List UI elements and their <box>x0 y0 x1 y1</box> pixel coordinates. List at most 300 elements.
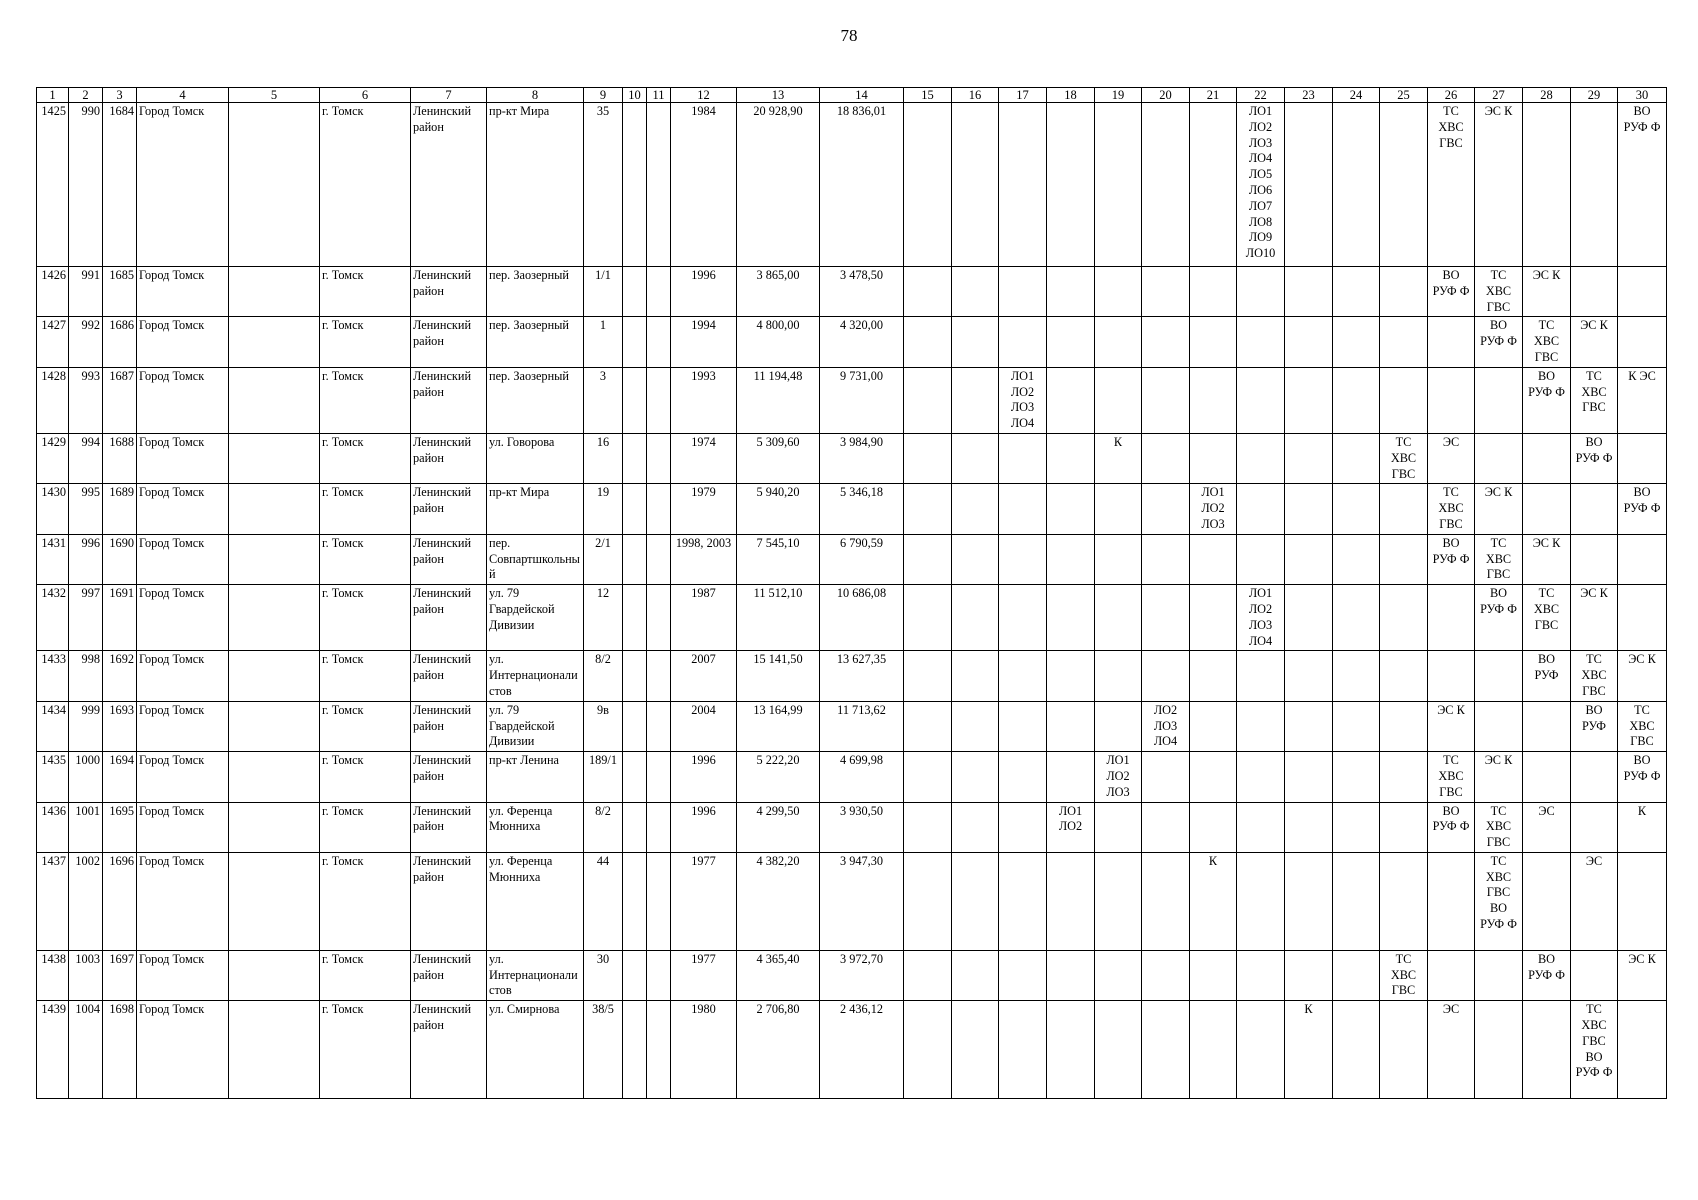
table-cell <box>1333 651 1380 701</box>
table-cell <box>1523 701 1571 751</box>
table-cell <box>647 585 671 651</box>
table-cell <box>1428 651 1475 701</box>
table-cell <box>229 651 320 701</box>
table-cell: 999 <box>69 701 103 751</box>
table-cell: 1984 <box>671 103 737 267</box>
table-cell: Город Томск <box>137 433 229 483</box>
table-cell <box>1095 484 1142 534</box>
table-cell: г. Томск <box>320 1001 411 1099</box>
table-cell: ВО РУФ Ф <box>1618 103 1667 267</box>
table-cell <box>1237 752 1285 802</box>
table-row <box>37 701 1667 751</box>
table-cell: 9 731,00 <box>820 367 904 433</box>
table-cell <box>1237 317 1285 367</box>
table-cell <box>1571 534 1618 584</box>
table-cell <box>999 433 1047 483</box>
table-cell: 1980 <box>671 1001 737 1099</box>
table-cell <box>999 484 1047 534</box>
table-cell: Город Томск <box>137 267 229 317</box>
header-cell: 9 <box>584 88 623 103</box>
table-cell: 1688 <box>103 433 137 483</box>
table-cell <box>1190 950 1237 1000</box>
table-cell: 4 699,98 <box>820 752 904 802</box>
header-cell: 17 <box>999 88 1047 103</box>
table-cell: 1428 <box>37 367 69 433</box>
table-cell <box>1618 534 1667 584</box>
table-cell: 1687 <box>103 367 137 433</box>
table-cell <box>1618 1001 1667 1099</box>
table-cell <box>647 651 671 701</box>
header-cell: 1 <box>37 88 69 103</box>
table-cell: 1996 <box>671 267 737 317</box>
table-cell <box>647 433 671 483</box>
table-cell <box>1475 367 1523 433</box>
table-cell <box>952 1001 999 1099</box>
table-cell <box>1333 1001 1380 1099</box>
table-cell: 998 <box>69 651 103 701</box>
table-cell <box>229 367 320 433</box>
table-cell <box>904 484 952 534</box>
table-cell: 7 545,10 <box>737 534 820 584</box>
header-cell: 7 <box>411 88 487 103</box>
table-cell <box>1095 534 1142 584</box>
table-cell: 13 164,99 <box>737 701 820 751</box>
table-cell <box>1380 701 1428 751</box>
header-cell: 21 <box>1190 88 1237 103</box>
table-cell: 1689 <box>103 484 137 534</box>
table-cell <box>1333 433 1380 483</box>
table-cell <box>1571 752 1618 802</box>
table-cell: К ЭС <box>1618 367 1667 433</box>
table-cell <box>1333 534 1380 584</box>
table-cell <box>1380 267 1428 317</box>
table-cell <box>1285 585 1333 651</box>
table-cell: 1001 <box>69 802 103 852</box>
table-cell <box>1475 701 1523 751</box>
table-cell: Ленинский район <box>411 802 487 852</box>
table-cell <box>1237 651 1285 701</box>
table-cell: Город Томск <box>137 534 229 584</box>
table-cell <box>1142 651 1190 701</box>
table-cell <box>229 585 320 651</box>
page-number: 78 <box>840 26 858 45</box>
table-cell <box>1523 1001 1571 1099</box>
table-cell <box>1333 802 1380 852</box>
table-cell: ЛО1 ЛО2 ЛО3 <box>1095 752 1142 802</box>
table-cell: ЛО1 ЛО2 ЛО3 ЛО4 ЛО5 ЛО6 ЛО7 ЛО8 ЛО9 ЛО10 <box>1237 103 1285 267</box>
table-cell <box>999 585 1047 651</box>
table-cell: К <box>1285 1001 1333 1099</box>
table-cell <box>1047 1001 1095 1099</box>
table-cell: Город Томск <box>137 802 229 852</box>
table-cell: 8/2 <box>584 651 623 701</box>
table-cell <box>1333 585 1380 651</box>
table-cell: 1977 <box>671 950 737 1000</box>
table-cell <box>1190 651 1237 701</box>
table-cell <box>623 1001 647 1099</box>
header-cell: 18 <box>1047 88 1095 103</box>
table-cell: 1698 <box>103 1001 137 1099</box>
table-cell <box>1380 534 1428 584</box>
table-cell: 994 <box>69 433 103 483</box>
table-cell: Город Томск <box>137 701 229 751</box>
header-cell: 23 <box>1285 88 1333 103</box>
table-cell <box>229 103 320 267</box>
table-cell: г. Томск <box>320 433 411 483</box>
table-cell: 4 365,40 <box>737 950 820 1000</box>
table-cell <box>1523 752 1571 802</box>
table-cell <box>623 950 647 1000</box>
table-cell: ЭС К <box>1618 950 1667 1000</box>
table-cell <box>1237 852 1285 950</box>
table-cell <box>1475 950 1523 1000</box>
table-cell: г. Томск <box>320 852 411 950</box>
table-cell: Город Томск <box>137 317 229 367</box>
table-cell <box>1047 267 1095 317</box>
table-cell: 16 <box>584 433 623 483</box>
table-cell: 1/1 <box>584 267 623 317</box>
table-cell: 3 930,50 <box>820 802 904 852</box>
table-cell <box>1095 585 1142 651</box>
table-cell: 1998, 2003 <box>671 534 737 584</box>
table-cell: ТС ХВС ГВС <box>1428 103 1475 267</box>
table-cell: 4 382,20 <box>737 852 820 950</box>
header-cell: 8 <box>487 88 584 103</box>
table-cell <box>623 701 647 751</box>
table-cell <box>229 317 320 367</box>
table-cell: ТС ХВС ГВС <box>1380 950 1428 1000</box>
table-body <box>37 103 1667 1099</box>
table-cell: Город Томск <box>137 367 229 433</box>
header-cell: 3 <box>103 88 137 103</box>
table-cell <box>1523 433 1571 483</box>
table-cell <box>229 267 320 317</box>
table-cell <box>647 852 671 950</box>
table-cell <box>647 950 671 1000</box>
header-cell: 19 <box>1095 88 1142 103</box>
header-cell: 5 <box>229 88 320 103</box>
table-cell <box>1333 852 1380 950</box>
table-row <box>37 484 1667 534</box>
table-cell: 1431 <box>37 534 69 584</box>
table-cell <box>904 585 952 651</box>
table-cell: ВО РУФ Ф <box>1475 585 1523 651</box>
table-cell <box>1047 852 1095 950</box>
table-cell <box>1190 433 1237 483</box>
table-cell: 1432 <box>37 585 69 651</box>
table-cell: 1696 <box>103 852 137 950</box>
table-cell <box>1571 267 1618 317</box>
table-cell: г. Томск <box>320 484 411 534</box>
table-cell <box>952 317 999 367</box>
table-cell <box>1047 752 1095 802</box>
table-cell: ЭС <box>1428 1001 1475 1099</box>
table-cell: ЭС К <box>1523 534 1571 584</box>
table-cell <box>1618 267 1667 317</box>
table-cell: 4 320,00 <box>820 317 904 367</box>
column-number-header <box>37 88 1667 103</box>
table-row <box>37 103 1667 267</box>
table-cell: 3 478,50 <box>820 267 904 317</box>
table-cell <box>1190 752 1237 802</box>
table-cell: 19 <box>584 484 623 534</box>
table-cell: 1979 <box>671 484 737 534</box>
table-cell: ТС ХВС ГВС <box>1571 651 1618 701</box>
table-cell: ЭС К <box>1475 484 1523 534</box>
table-cell <box>1237 433 1285 483</box>
table-cell: К <box>1618 802 1667 852</box>
table-cell <box>623 103 647 267</box>
table-cell: ул. Ференца Мюнниха <box>487 802 584 852</box>
table-cell <box>952 267 999 317</box>
table-cell <box>1095 317 1142 367</box>
table-cell: ВО РУФ <box>1523 651 1571 701</box>
table-cell: ТС ХВС ГВС <box>1523 317 1571 367</box>
table-cell <box>1047 534 1095 584</box>
table-cell <box>647 367 671 433</box>
table-cell <box>1095 852 1142 950</box>
table-cell <box>1047 651 1095 701</box>
table-cell <box>999 950 1047 1000</box>
table-cell <box>1237 1001 1285 1099</box>
table-cell <box>647 1001 671 1099</box>
table-cell <box>1380 802 1428 852</box>
table-cell <box>1142 1001 1190 1099</box>
table-cell <box>904 701 952 751</box>
table-cell <box>1190 802 1237 852</box>
table-cell <box>999 534 1047 584</box>
table-cell <box>1095 267 1142 317</box>
table-cell: ТС ХВС ГВС <box>1428 752 1475 802</box>
table-cell <box>904 433 952 483</box>
table-cell: ЭС К <box>1428 701 1475 751</box>
table-cell: ТС ХВС ГВС ВО РУФ Ф <box>1571 1001 1618 1099</box>
table-cell <box>1142 484 1190 534</box>
table-cell: ул. Интернационалистов <box>487 651 584 701</box>
table-cell: г. Томск <box>320 585 411 651</box>
table-cell: 11 194,48 <box>737 367 820 433</box>
table-cell: 1993 <box>671 367 737 433</box>
table-cell: 5 309,60 <box>737 433 820 483</box>
table-cell: 1694 <box>103 752 137 802</box>
table-cell <box>1333 484 1380 534</box>
table-cell <box>1190 267 1237 317</box>
table-cell <box>1095 367 1142 433</box>
table-cell: Город Томск <box>137 852 229 950</box>
table-cell <box>904 317 952 367</box>
header-cell: 29 <box>1571 88 1618 103</box>
table-cell: ВО РУФ Ф <box>1618 484 1667 534</box>
table-cell <box>1095 651 1142 701</box>
table-cell <box>904 267 952 317</box>
table-cell <box>1380 103 1428 267</box>
table-cell: пр-кт Мира <box>487 484 584 534</box>
table-cell <box>1047 484 1095 534</box>
table-cell: 3 984,90 <box>820 433 904 483</box>
table-cell <box>1380 484 1428 534</box>
table-cell: ул. 79 Гвардейской Дивизии <box>487 585 584 651</box>
table-cell: ВО РУФ Ф <box>1428 267 1475 317</box>
table-cell <box>647 484 671 534</box>
table-cell <box>1190 585 1237 651</box>
table-cell: ЭС К <box>1571 317 1618 367</box>
table-cell: 4 800,00 <box>737 317 820 367</box>
table-cell: ЭС <box>1523 802 1571 852</box>
table-cell <box>904 852 952 950</box>
table-cell <box>1237 267 1285 317</box>
table-cell: К <box>1095 433 1142 483</box>
table-cell <box>904 950 952 1000</box>
table-cell: ул. Ференца Мюнниха <box>487 852 584 950</box>
table-cell: ул. Смирнова <box>487 1001 584 1099</box>
table-cell: ВО РУФ Ф <box>1618 752 1667 802</box>
table-cell <box>1237 534 1285 584</box>
table-cell: 1 <box>584 317 623 367</box>
table-cell: ТС ХВС ГВС <box>1475 802 1523 852</box>
table-cell: Ленинский район <box>411 317 487 367</box>
table-cell: Город Томск <box>137 651 229 701</box>
table-cell: 1002 <box>69 852 103 950</box>
table-cell <box>1475 433 1523 483</box>
table-cell <box>999 1001 1047 1099</box>
table-cell: 8/2 <box>584 802 623 852</box>
table-cell: пер. Совпартшкольный <box>487 534 584 584</box>
table-cell <box>1285 367 1333 433</box>
header-cell: 12 <box>671 88 737 103</box>
table-cell: 993 <box>69 367 103 433</box>
table-cell: ВО РУФ <box>1571 701 1618 751</box>
table-cell <box>1142 802 1190 852</box>
table-cell <box>623 367 647 433</box>
table-cell: ВО РУФ Ф <box>1428 802 1475 852</box>
table-cell: 1994 <box>671 317 737 367</box>
table-cell: 995 <box>69 484 103 534</box>
table-cell <box>1142 317 1190 367</box>
table-cell <box>1142 534 1190 584</box>
table-cell: ТС ХВС ГВС <box>1428 484 1475 534</box>
table-cell: ЛО1 ЛО2 <box>1047 802 1095 852</box>
table-cell: 5 222,20 <box>737 752 820 802</box>
table-cell: 11 713,62 <box>820 701 904 751</box>
table-cell <box>229 701 320 751</box>
table-cell <box>999 651 1047 701</box>
table-cell <box>1237 484 1285 534</box>
table-cell <box>1142 367 1190 433</box>
table-cell <box>1237 367 1285 433</box>
table-cell: Ленинский район <box>411 701 487 751</box>
table-cell: 35 <box>584 103 623 267</box>
table-cell: ТС ХВС ГВС ВО РУФ Ф <box>1475 852 1523 950</box>
table-cell <box>1142 433 1190 483</box>
table-cell <box>623 433 647 483</box>
table-cell: 1685 <box>103 267 137 317</box>
table-cell <box>999 852 1047 950</box>
header-cell: 4 <box>137 88 229 103</box>
table-cell: ЛО1 ЛО2 ЛО3 <box>1190 484 1237 534</box>
table-cell: ул. Говорова <box>487 433 584 483</box>
table-cell: 18 836,01 <box>820 103 904 267</box>
table-cell <box>1047 317 1095 367</box>
table-cell <box>1285 534 1333 584</box>
table-cell: 1684 <box>103 103 137 267</box>
table-cell <box>229 802 320 852</box>
table-cell <box>1475 651 1523 701</box>
header-cell: 25 <box>1380 88 1428 103</box>
table-cell <box>1523 852 1571 950</box>
header-cell: 14 <box>820 88 904 103</box>
table-cell: ЭС К <box>1571 585 1618 651</box>
table-cell <box>229 752 320 802</box>
table-cell: ТС ХВС ГВС <box>1380 433 1428 483</box>
table-cell: Ленинский район <box>411 484 487 534</box>
table-cell: 5 346,18 <box>820 484 904 534</box>
table-row <box>37 651 1667 701</box>
table-cell <box>1047 585 1095 651</box>
table-cell <box>1333 317 1380 367</box>
table-cell <box>1285 852 1333 950</box>
table-cell: г. Томск <box>320 752 411 802</box>
table-cell <box>647 267 671 317</box>
table-cell: Город Томск <box>137 484 229 534</box>
header-cell: 16 <box>952 88 999 103</box>
header-cell: 6 <box>320 88 411 103</box>
table-cell: Ленинский район <box>411 534 487 584</box>
table-cell <box>952 651 999 701</box>
table-cell <box>1285 802 1333 852</box>
table-cell <box>229 1001 320 1099</box>
table-cell <box>1571 950 1618 1000</box>
table-cell <box>1523 103 1571 267</box>
table-cell <box>1142 103 1190 267</box>
table-row <box>37 585 1667 651</box>
table-cell: 1987 <box>671 585 737 651</box>
table-cell <box>647 534 671 584</box>
table-cell <box>623 802 647 852</box>
table-cell <box>1428 852 1475 950</box>
table-cell: 6 790,59 <box>820 534 904 584</box>
table-cell: 2/1 <box>584 534 623 584</box>
table-cell <box>999 317 1047 367</box>
table-cell: г. Томск <box>320 950 411 1000</box>
table-cell: 189/1 <box>584 752 623 802</box>
header-cell: 27 <box>1475 88 1523 103</box>
table-cell <box>1142 950 1190 1000</box>
table-cell <box>952 103 999 267</box>
table-cell: 991 <box>69 267 103 317</box>
table-cell: ТС ХВС ГВС <box>1475 267 1523 317</box>
table-cell <box>623 752 647 802</box>
table-cell <box>1618 433 1667 483</box>
table-cell <box>1285 433 1333 483</box>
table-cell <box>999 752 1047 802</box>
table-cell <box>1380 367 1428 433</box>
table-cell: 1686 <box>103 317 137 367</box>
table-cell: Город Томск <box>137 1001 229 1099</box>
table-cell <box>1571 484 1618 534</box>
table-cell: 1434 <box>37 701 69 751</box>
table-cell <box>1618 852 1667 950</box>
table-cell: г. Томск <box>320 534 411 584</box>
table-cell <box>647 701 671 751</box>
table-cell: 1436 <box>37 802 69 852</box>
table-cell: 997 <box>69 585 103 651</box>
table-cell: Ленинский район <box>411 103 487 267</box>
table-cell <box>1190 701 1237 751</box>
header-cell: 30 <box>1618 88 1667 103</box>
table-cell: ЛО2 ЛО3 ЛО4 <box>1142 701 1190 751</box>
table-cell: 996 <box>69 534 103 584</box>
table-cell: ТС ХВС ГВС <box>1523 585 1571 651</box>
